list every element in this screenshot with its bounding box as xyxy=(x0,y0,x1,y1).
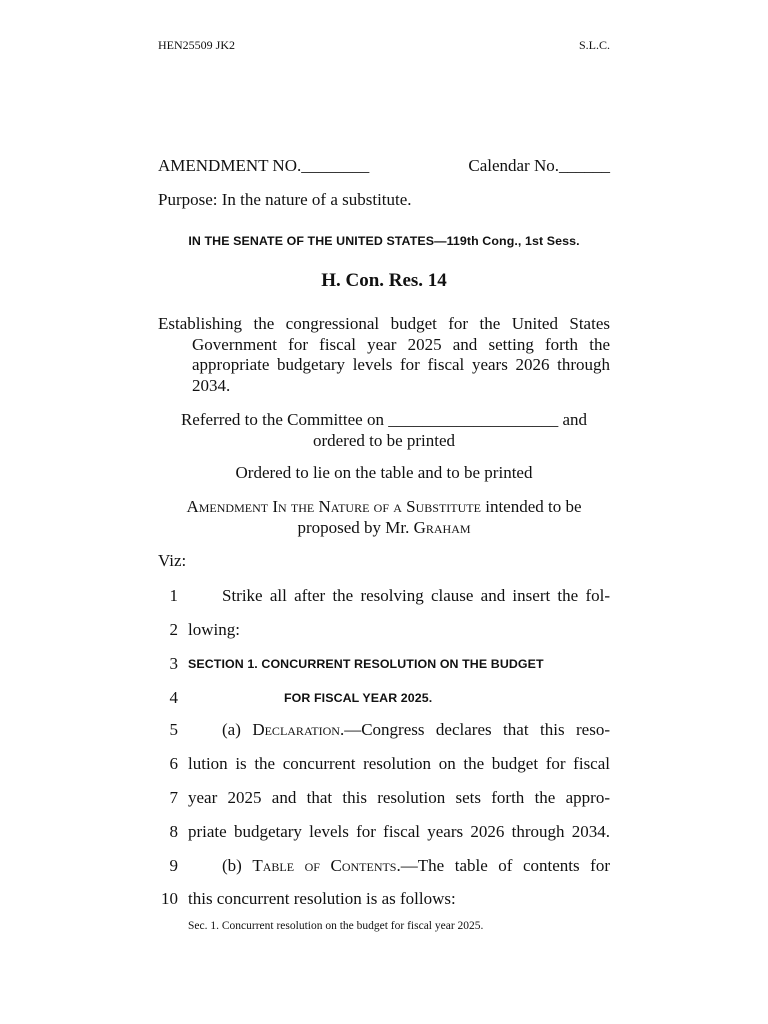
line-number: 5 xyxy=(169,720,178,739)
referred-to-committee: Referred to the Committee on ____________________ and ordered to be printed xyxy=(180,410,588,450)
text-line xyxy=(158,754,610,788)
line-number: 3 xyxy=(169,654,178,673)
subsection-label: (a) xyxy=(222,720,253,739)
senate-session-line: IN THE SENATE OF THE UNITED STATES—119th Cong., 1st Sess. xyxy=(188,234,580,248)
line-text: lowing: xyxy=(188,620,240,639)
text-line xyxy=(158,889,610,923)
line-text: year 2025 and that this resolution sets forth the appro- xyxy=(188,788,610,807)
amendment-intro-text: intended to be proposed by Mr. xyxy=(297,497,582,537)
line-text: this concurrent resolution is as follows: xyxy=(188,889,456,908)
toc-entry: Sec. 1. Concurrent resolution on the budget for fiscal year 2025. xyxy=(188,920,484,932)
text-line xyxy=(158,654,610,688)
document-code: HEN25509 JK2 xyxy=(158,38,235,52)
ordered-to-lie: Ordered to lie on the table and to be printed xyxy=(235,463,533,482)
text-line xyxy=(158,586,610,620)
purpose: Purpose: In the nature of a substitute. xyxy=(158,190,412,209)
text-line xyxy=(158,688,610,722)
amendment-number: AMENDMENT NO.________ xyxy=(158,156,370,175)
line-text xyxy=(222,720,610,740)
line-text: Strike all after the resolving clause and insert the fol- xyxy=(222,586,610,605)
sponsor-name: Graham xyxy=(413,517,471,537)
section-heading-continued: FOR FISCAL YEAR 2025. xyxy=(284,691,433,705)
slc-marker: S.L.C. xyxy=(578,38,610,52)
section-heading: SECTION 1. CONCURRENT RESOLUTION ON THE BUDGET xyxy=(188,657,544,671)
line-number: 7 xyxy=(169,788,178,807)
text-line xyxy=(158,620,610,654)
line-text xyxy=(222,856,610,876)
line-text-rest: .—Congress declares that this reso- xyxy=(339,720,610,739)
calendar-number: Calendar No.______ xyxy=(468,156,610,175)
line-text: priate budgetary levels for fiscal years 2026 through 2034. xyxy=(188,822,610,841)
text-line xyxy=(158,788,610,822)
line-number: 4 xyxy=(169,688,178,707)
amendment-intro xyxy=(158,497,610,538)
line-number: 8 xyxy=(169,822,178,841)
bill-number: H. Con. Res. 14 xyxy=(321,270,447,291)
text-line xyxy=(158,856,610,890)
subsection-label: (b) xyxy=(222,856,253,875)
long-title: Establishing the congressional budget for the United States Government for fiscal year 2025 and setting forth the appropriate budgetary levels for fiscal years 2026 through 2034. xyxy=(158,314,610,395)
line-number: 1 xyxy=(169,586,178,605)
line-number: 9 xyxy=(169,856,178,875)
line-number: 6 xyxy=(169,754,178,773)
subsection-heading: Table of Contents xyxy=(252,856,397,875)
line-number: 10 xyxy=(161,889,178,908)
line-text: lution is the concurrent resolution on the budget for fiscal xyxy=(188,754,610,773)
text-line xyxy=(158,822,610,856)
text-line xyxy=(158,720,610,754)
viz-label: Viz: xyxy=(158,551,187,570)
subsection-heading: Declaration xyxy=(252,720,340,739)
line-number: 2 xyxy=(169,620,178,639)
amendment-intro-caption: Amendment In the Nature of a Substitute xyxy=(186,497,481,516)
line-text-rest: .—The table of contents for xyxy=(396,856,610,875)
